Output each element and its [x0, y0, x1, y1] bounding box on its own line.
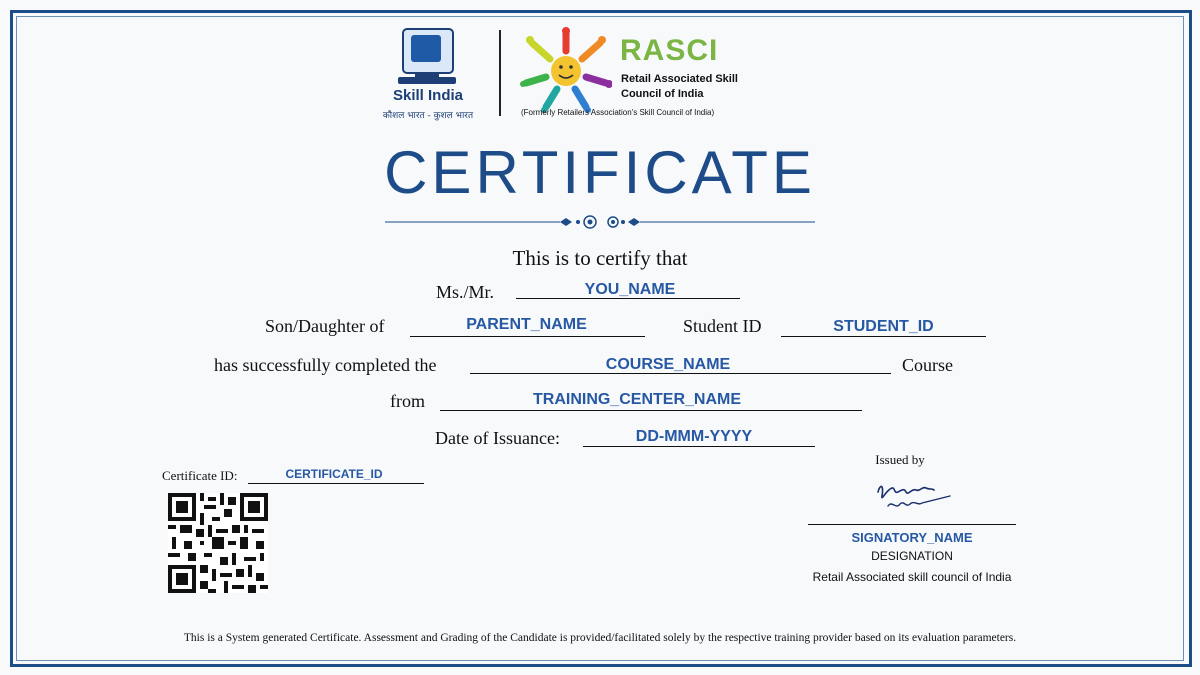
parent-value: PARENT_NAME: [466, 316, 587, 333]
student-id-underline: [781, 336, 986, 337]
skill-india-tagline: कौशल भारत - कुशल भारत: [382, 111, 474, 121]
signatory-name: SIGNATORY_NAME: [851, 530, 973, 545]
certificate-id-value: CERTIFICATE_ID: [285, 467, 383, 481]
signature-line: [808, 524, 1016, 525]
rasci-subtitle: Retail Associated Skill Council of India: [621, 73, 738, 100]
name-value: YOU_NAME: [584, 281, 676, 298]
qr-code-icon: [168, 493, 268, 593]
training-center-underline: [440, 410, 862, 411]
course-value: COURSE_NAME: [605, 356, 731, 373]
completed-label: has successfully completed the: [214, 355, 437, 375]
footer-disclaimer: This is a System generated Certificate. Assessment and Grading of the Candidate is provided/facilitated solely by the respective training provider based on its evaluation parameters.: [183, 632, 1017, 644]
from-label: from: [390, 391, 425, 411]
certify-intro: This is to certify that: [512, 246, 688, 270]
title-ornament-divider: [385, 214, 815, 230]
computer-screen-icon: [402, 28, 454, 74]
date-underline: [583, 446, 815, 447]
keyboard-icon: [398, 77, 456, 84]
signatory-designation: DESIGNATION: [871, 549, 953, 563]
student-id-label: Student ID: [683, 316, 762, 336]
skill-india-logo: [380, 28, 476, 124]
logo-divider: [499, 30, 501, 116]
date-value: DD-MMM-YYYY: [635, 428, 753, 445]
certificate-id-label: Certificate ID:: [162, 468, 238, 483]
rasci-title: RASCI: [620, 34, 719, 67]
certificate-id-underline: [248, 483, 424, 484]
skill-india-name: Skill India: [392, 87, 464, 104]
student-id-value: STUDENT_ID: [833, 318, 934, 335]
certificate-title: CERTIFICATE: [384, 139, 816, 206]
handwritten-signature-icon: [870, 476, 960, 516]
parent-label: Son/Daughter of: [265, 316, 385, 336]
name-label: Ms./Mr.: [436, 282, 495, 302]
course-suffix: Course: [902, 355, 953, 375]
date-label: Date of Issuance:: [435, 428, 560, 448]
issued-by-label: Issued by: [875, 452, 925, 467]
issuer-council: Retail Associated skill council of India: [812, 570, 1012, 584]
training-center-value: TRAINING_CENTER_NAME: [532, 391, 741, 408]
rasci-emblem-icon: [520, 27, 612, 113]
parent-underline: [410, 336, 645, 337]
rasci-formerly-note: (Formerly Retailers Association's Skill Council of India): [521, 108, 715, 117]
